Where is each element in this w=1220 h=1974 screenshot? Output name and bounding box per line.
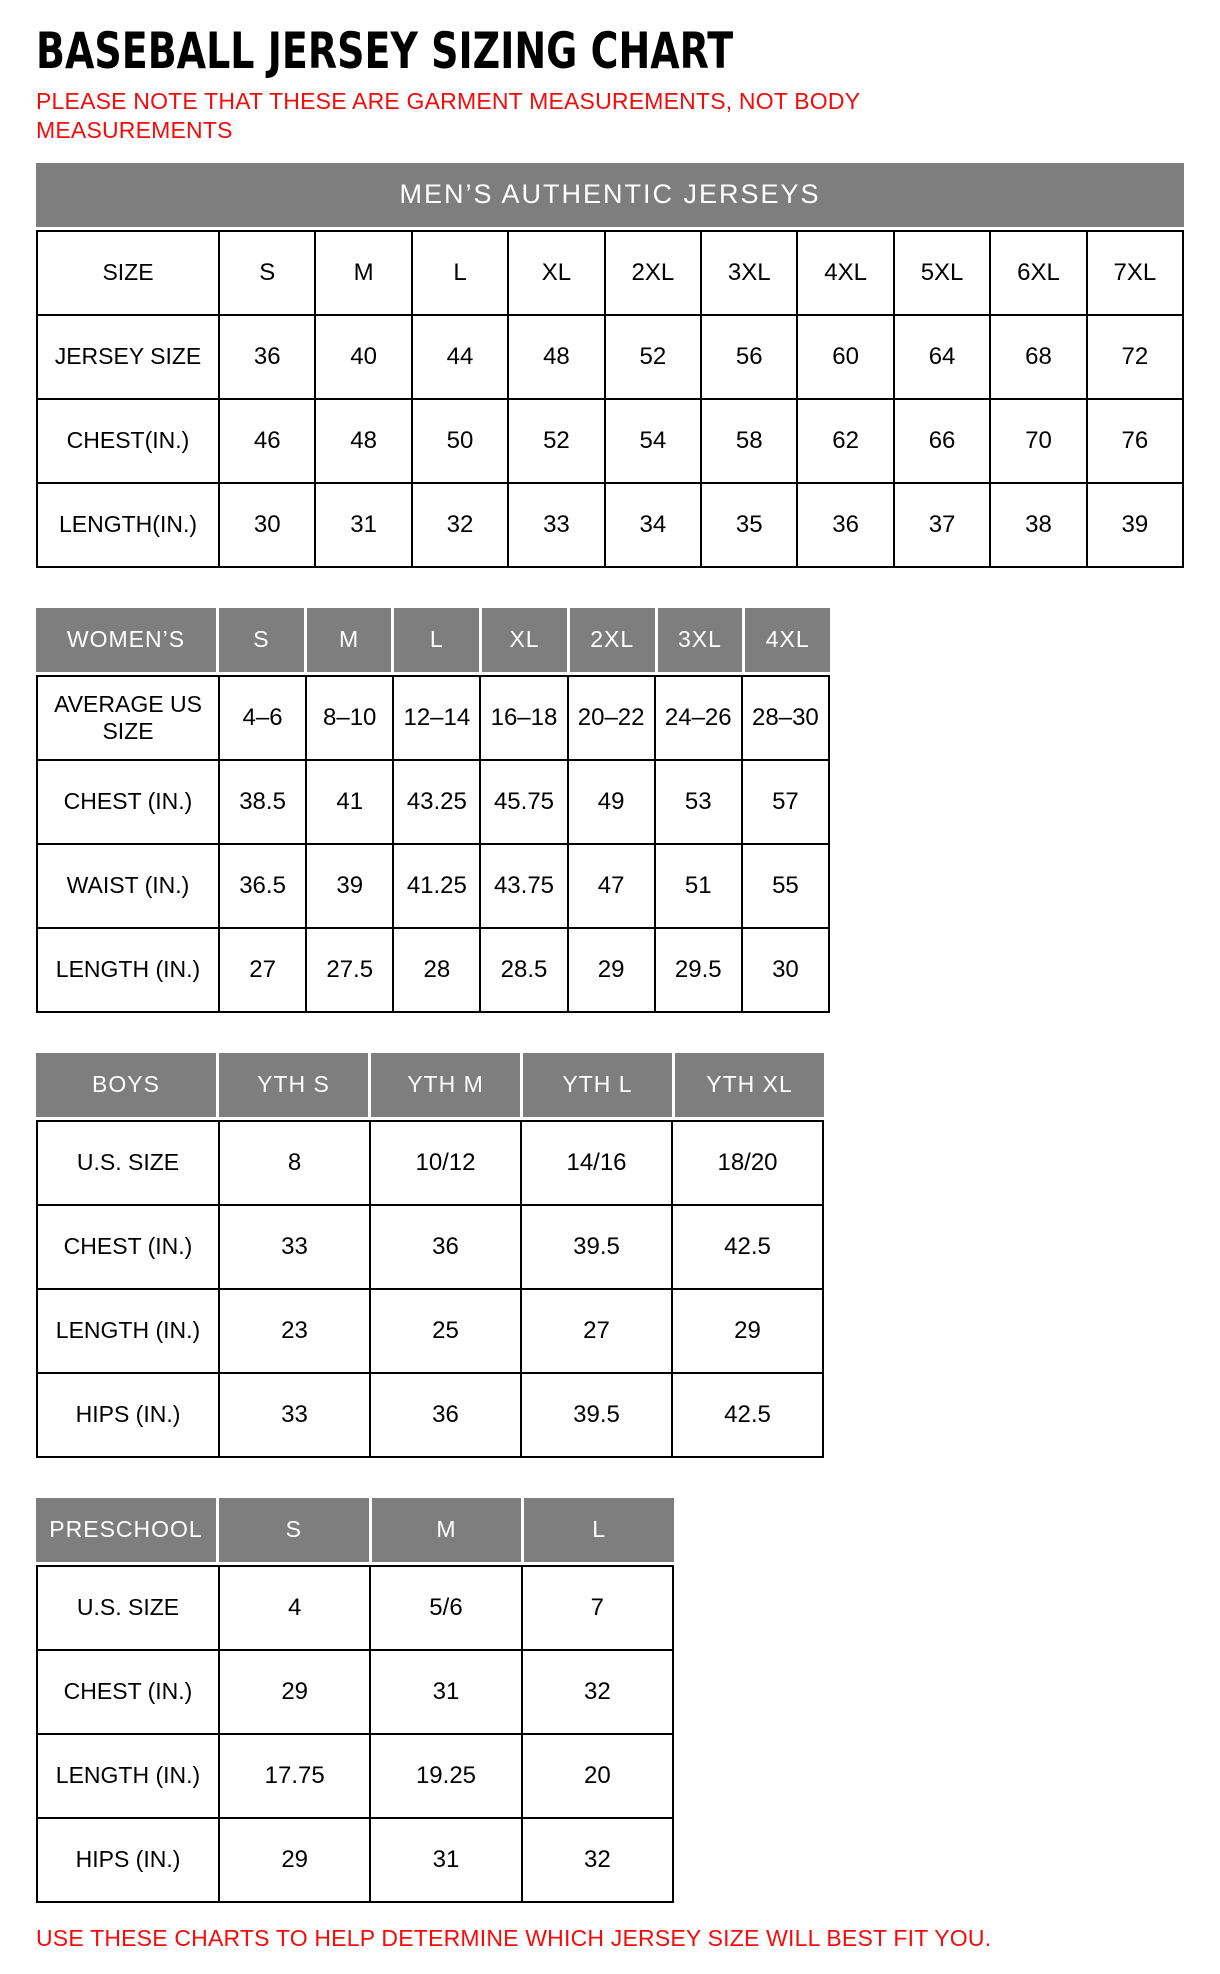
table-cell: 5XL [893, 232, 989, 314]
table-row [38, 843, 828, 927]
header-cell: XL [479, 608, 567, 672]
table-body [36, 230, 1184, 568]
row-label: HIPS (IN.) [75, 1846, 181, 1873]
row-label: CHEST (IN.) [63, 788, 193, 815]
row-label: WAIST (IN.) [66, 872, 190, 899]
row-label: AVERAGE US SIZE [54, 690, 202, 744]
table-cell: 16–18 [479, 677, 566, 759]
table-row [38, 482, 1182, 566]
header-cell: 3XL [655, 608, 743, 672]
row-label: LENGTH(IN.) [59, 511, 197, 538]
table-cell: 36.5 [218, 845, 305, 927]
table-body [36, 1565, 674, 1903]
table-cell: 30 [741, 929, 828, 1011]
table-body [36, 1120, 824, 1458]
table-header-row [36, 1053, 824, 1117]
table-row [38, 232, 1182, 314]
table-cell: 27 [520, 1290, 671, 1372]
table-row [38, 1567, 672, 1649]
table-cell: S [218, 232, 314, 314]
table-cell: 4 [218, 1567, 369, 1649]
table-cell: 39 [1086, 484, 1182, 566]
page-title: BASEBALL JERSEY SIZING CHART [36, 22, 734, 80]
table-cell: 43.75 [479, 845, 566, 927]
table-header-label: BOYS [36, 1053, 216, 1117]
table-cell: 37 [893, 484, 989, 566]
table-cell: 31 [369, 1819, 520, 1901]
table-cell: 41.25 [392, 845, 479, 927]
table-cell: 62 [796, 400, 892, 482]
table-cell: 48 [507, 316, 603, 398]
row-label: LENGTH (IN.) [55, 1317, 201, 1344]
row-label: U.S. SIZE [76, 1594, 180, 1621]
table-cell: 54 [604, 400, 700, 482]
table-cell: L [411, 232, 507, 314]
table-cell: 64 [893, 316, 989, 398]
table-cell: 14/16 [520, 1122, 671, 1204]
table-cell: 19.25 [369, 1735, 520, 1817]
table-cell: 29 [567, 929, 654, 1011]
header-cell: YTH XL [672, 1053, 824, 1117]
row-label: LENGTH (IN.) [55, 956, 201, 983]
table-cell: 27 [218, 929, 305, 1011]
table-cell: 24–26 [654, 677, 741, 759]
table-cell: 7XL [1086, 232, 1182, 314]
header-cell: YTH S [216, 1053, 368, 1117]
table-cell: 32 [411, 484, 507, 566]
table-cell: 8 [218, 1122, 369, 1204]
header-cell: YTH M [368, 1053, 520, 1117]
table-cell: 29 [218, 1651, 369, 1733]
table-cell: 36 [218, 316, 314, 398]
table-header-row [36, 608, 830, 672]
table-cell: 28 [392, 929, 479, 1011]
preschool-jerseys-table [36, 1498, 674, 1903]
row-label: U.S. SIZE [76, 1149, 180, 1176]
table-cell: 3XL [700, 232, 796, 314]
table-cell: 2XL [604, 232, 700, 314]
table-row [38, 927, 828, 1011]
table-cell: 31 [369, 1651, 520, 1733]
table-banner: MEN’S AUTHENTIC JERSEYS [36, 163, 1184, 227]
row-label: LENGTH (IN.) [55, 1762, 201, 1789]
table-row [38, 1288, 822, 1372]
table-header-row [36, 1498, 674, 1562]
table-cell: 55 [741, 845, 828, 927]
table-cell: 52 [507, 400, 603, 482]
table-cell: 32 [521, 1819, 672, 1901]
table-cell: 18/20 [671, 1122, 822, 1204]
table-cell: 30 [218, 484, 314, 566]
table-cell: 58 [700, 400, 796, 482]
row-label: JERSEY SIZE [54, 343, 202, 370]
row-label: CHEST(IN.) [66, 427, 190, 454]
header-cell: L [391, 608, 479, 672]
table-cell: 46 [218, 400, 314, 482]
table-row [38, 398, 1182, 482]
table-cell: 17.75 [218, 1735, 369, 1817]
table-cell: 47 [567, 845, 654, 927]
table-cell: 10/12 [369, 1122, 520, 1204]
table-cell: 76 [1086, 400, 1182, 482]
header-cell: S [216, 1498, 369, 1562]
table-cell: 53 [654, 761, 741, 843]
table-cell: 36 [369, 1206, 520, 1288]
table-cell: 25 [369, 1290, 520, 1372]
table-cell: 28.5 [479, 929, 566, 1011]
table-row [38, 759, 828, 843]
table-cell: 60 [796, 316, 892, 398]
table-cell: 35 [700, 484, 796, 566]
header-cell: L [521, 1498, 674, 1562]
table-cell: 42.5 [671, 1206, 822, 1288]
table-cell: 4XL [796, 232, 892, 314]
table-cell: 70 [989, 400, 1085, 482]
table-cell: 29.5 [654, 929, 741, 1011]
table-cell: 41 [305, 761, 392, 843]
table-row [38, 1372, 822, 1456]
table-row [38, 1817, 672, 1901]
table-cell: 72 [1086, 316, 1182, 398]
table-cell: 31 [314, 484, 410, 566]
table-cell: 38 [989, 484, 1085, 566]
table-cell: 33 [218, 1374, 369, 1456]
table-row [38, 1649, 672, 1733]
table-cell: 68 [989, 316, 1085, 398]
footer-note: USE THESE CHARTS TO HELP DETERMINE WHICH JERSEY SIZE WILL BEST FIT YOU. [36, 1924, 992, 1951]
table-row [38, 1204, 822, 1288]
header-cell: M [304, 608, 392, 672]
table-cell: 20 [521, 1735, 672, 1817]
table-row [38, 1122, 822, 1204]
table-cell: 33 [218, 1206, 369, 1288]
boys-jerseys-table [36, 1053, 824, 1458]
table-cell: 42.5 [671, 1374, 822, 1456]
header-cell: S [216, 608, 304, 672]
header-cell: M [369, 1498, 522, 1562]
table-cell: 23 [218, 1290, 369, 1372]
header-cell: YTH L [520, 1053, 672, 1117]
table-cell: 8–10 [305, 677, 392, 759]
mens-authentic-jerseys-table [36, 163, 1184, 568]
table-row [38, 1733, 672, 1817]
table-cell: 7 [521, 1567, 672, 1649]
table-cell: 29 [218, 1819, 369, 1901]
row-label: SIZE [102, 259, 154, 286]
table-header-label: WOMEN’S [36, 608, 216, 672]
table-cell: 27.5 [305, 929, 392, 1011]
table-cell: 51 [654, 845, 741, 927]
garment-measurements-note: PLEASE NOTE THAT THESE ARE GARMENT MEASUREMENTS, NOT BODY MEASUREMENTS [36, 88, 860, 143]
table-cell: 43.25 [392, 761, 479, 843]
table-cell: 49 [567, 761, 654, 843]
table-cell: 5/6 [369, 1567, 520, 1649]
table-cell: 39 [305, 845, 392, 927]
table-cell: 28–30 [741, 677, 828, 759]
row-label: HIPS (IN.) [75, 1401, 181, 1428]
table-cell: 38.5 [218, 761, 305, 843]
table-cell: 20–22 [567, 677, 654, 759]
table-cell: 66 [893, 400, 989, 482]
table-cell: 12–14 [392, 677, 479, 759]
table-row [38, 314, 1182, 398]
table-body [36, 675, 830, 1013]
table-cell: 36 [796, 484, 892, 566]
table-cell: 50 [411, 400, 507, 482]
table-cell: 29 [671, 1290, 822, 1372]
table-cell: 32 [521, 1651, 672, 1733]
row-label: CHEST (IN.) [63, 1233, 193, 1260]
header-cell: 4XL [742, 608, 830, 672]
table-cell: 34 [604, 484, 700, 566]
table-cell: 48 [314, 400, 410, 482]
table-row [38, 677, 828, 759]
table-header-label: PRESCHOOL [36, 1498, 216, 1562]
table-cell: M [314, 232, 410, 314]
table-cell: 39.5 [520, 1374, 671, 1456]
table-cell: 39.5 [520, 1206, 671, 1288]
table-cell: 4–6 [218, 677, 305, 759]
table-cell: XL [507, 232, 603, 314]
table-cell: 52 [604, 316, 700, 398]
table-cell: 36 [369, 1374, 520, 1456]
table-cell: 33 [507, 484, 603, 566]
header-cell: 2XL [567, 608, 655, 672]
table-cell: 56 [700, 316, 796, 398]
table-cell: 44 [411, 316, 507, 398]
row-label: CHEST (IN.) [63, 1678, 193, 1705]
womens-jerseys-table [36, 608, 830, 1013]
table-cell: 45.75 [479, 761, 566, 843]
table-cell: 57 [741, 761, 828, 843]
table-cell: 6XL [989, 232, 1085, 314]
table-cell: 40 [314, 316, 410, 398]
